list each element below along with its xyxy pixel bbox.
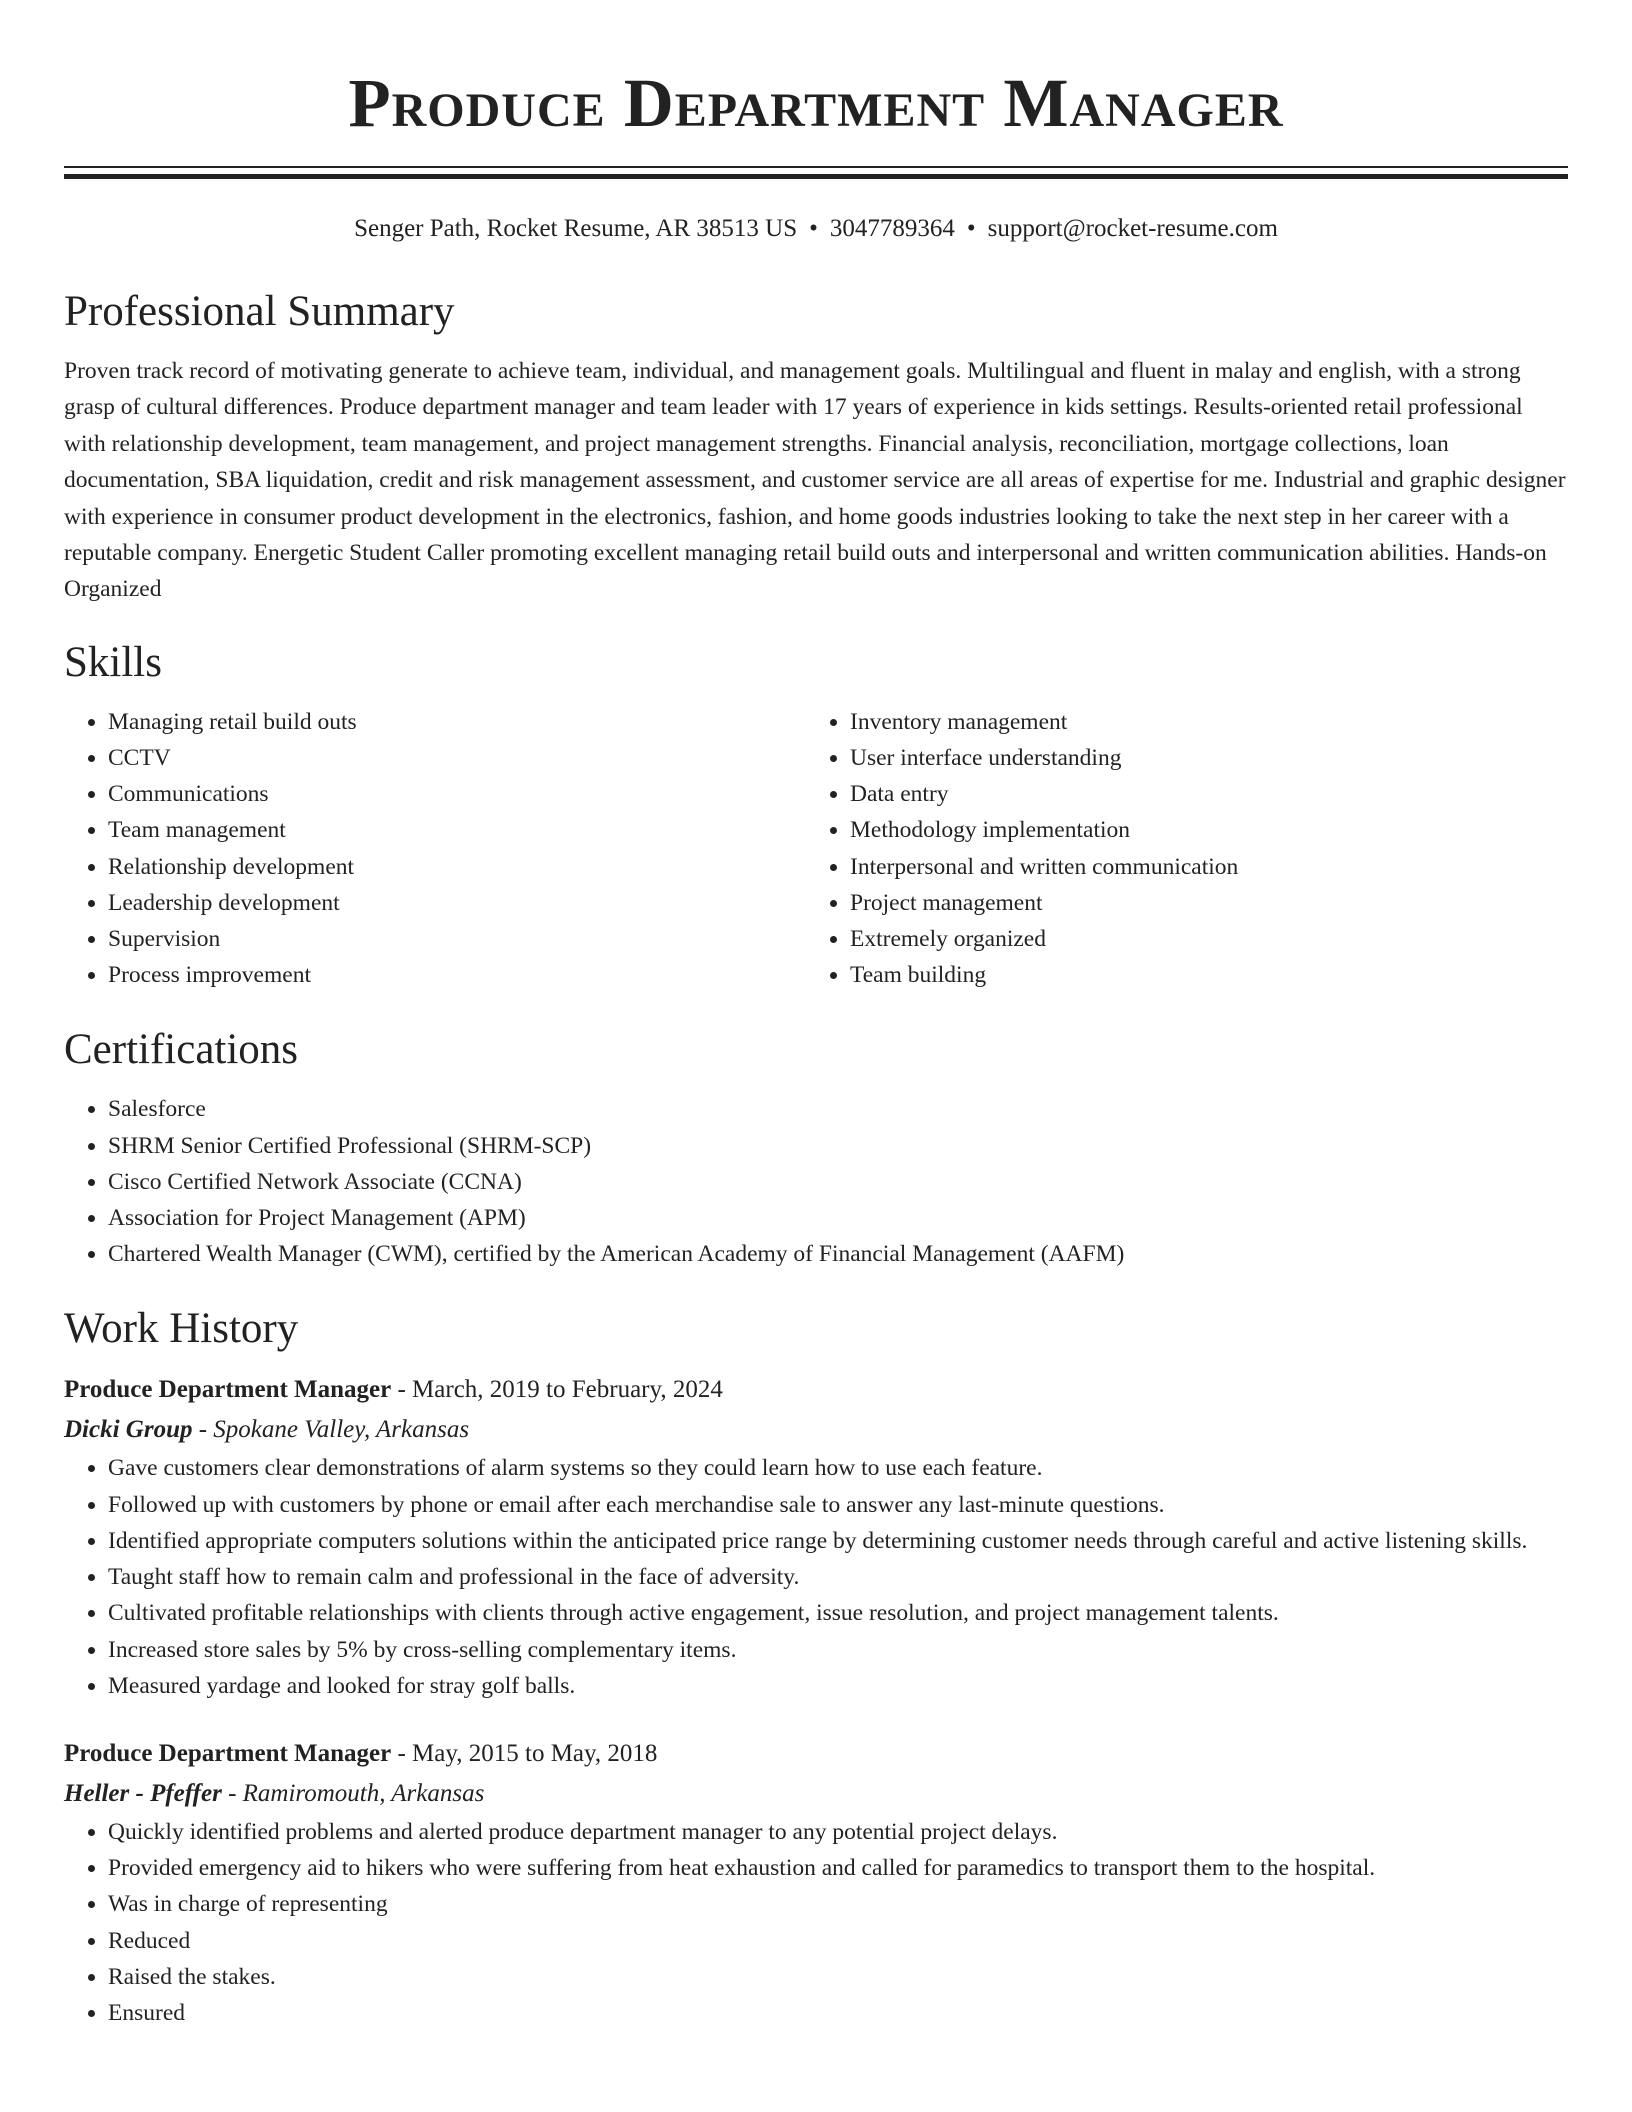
job-dates: - May, 2015 to May, 2018 — [391, 1739, 658, 1767]
skill-item: • CCTV — [108, 740, 806, 776]
skill-item: • Data entry — [850, 776, 1548, 812]
skill-item: • Team building — [850, 957, 1548, 993]
contact-separator: • — [966, 215, 976, 242]
job-bullet: • Taught staff how to remain calm and professional in the face of adversity. — [108, 1559, 1568, 1595]
certification-item: • Salesforce — [108, 1091, 1568, 1127]
certification-item: • Cisco Certified Network Associate (CCNA) — [108, 1164, 1568, 1200]
job-bullets — [64, 1814, 1568, 2031]
skill-item: • Communications — [108, 776, 806, 812]
job-location: - Ramiromouth, Arkansas — [221, 1779, 485, 1807]
resume-title: Produce Department Manager — [348, 65, 1284, 141]
skill-item: • Methodology implementation — [850, 812, 1548, 848]
skill-item: • Team management — [108, 812, 806, 848]
job-bullet: • Measured yardage and looked for stray golf balls. — [108, 1668, 1568, 1704]
job-bullet: • Cultivated profitable relationships with clients through active engagement, issue resolution, and project management talents. — [108, 1595, 1568, 1631]
skills-list-right — [806, 704, 1548, 994]
job-company-line — [64, 1774, 1568, 1814]
skills-column-right — [806, 704, 1548, 994]
job-title-line — [64, 1370, 1568, 1410]
job-bullet: • Provided emergency aid to hikers who were suffering from heat exhaustion and called for paramedics to transport them to the hospital. — [108, 1850, 1568, 1886]
job-title: Produce Department Manager — [64, 1376, 392, 1404]
certification-item: • Chartered Wealth Manager (CWM), certified by the American Academy of Financial Management (AAFM) — [108, 1236, 1568, 1272]
contact-separator: • — [809, 215, 818, 242]
contact-email: support@rocket-resume.com — [987, 215, 1278, 242]
skill-item: • User interface understanding — [850, 740, 1548, 776]
work-history-heading: Work History — [64, 1305, 299, 1353]
skill-item: • Relationship development — [108, 849, 806, 885]
job-company-line — [64, 1410, 1568, 1450]
certifications-list — [64, 1091, 1568, 1272]
job-dates: - March, 2019 to February, 2024 — [391, 1376, 723, 1404]
job-bullet: • Gave customers clear demonstrations of alarm systems so they could learn how to use each feature. — [108, 1450, 1568, 1486]
contact-phone: 3047789364 — [829, 215, 955, 242]
job-location: - Spokane Valley, Arkansas — [192, 1416, 470, 1444]
contact-line — [64, 213, 1568, 245]
job-bullet: • Quickly identified problems and alerted produce department manager to any potential project delays. — [108, 1814, 1568, 1850]
skills-list-left — [64, 704, 806, 994]
title-divider-thick — [64, 174, 1568, 179]
skills-grid — [64, 704, 1568, 994]
skills-heading: Skills — [64, 638, 162, 686]
job-bullet: • Ensured — [108, 1995, 1568, 2031]
job-company: Dicki Group — [64, 1416, 193, 1444]
job-bullets — [64, 1450, 1568, 1703]
skill-item: • Inventory management — [850, 704, 1548, 740]
job-entry — [64, 1734, 1568, 2031]
job-bullet: • Was in charge of representing — [108, 1886, 1568, 1922]
title-divider-thin — [64, 166, 1568, 168]
job-bullet: • Raised the stakes. — [108, 1959, 1568, 1995]
skills-column-left — [64, 704, 806, 994]
skill-item: • Interpersonal and written communication — [850, 849, 1548, 885]
skill-item: • Leadership development — [108, 885, 806, 921]
job-bullet: • Reduced — [108, 1923, 1568, 1959]
job-title-line — [64, 1734, 1568, 1774]
job-company: Heller - Pfeffer — [64, 1779, 222, 1807]
summary-text: Proven track record of motivating generate to achieve team, individual, and management goals. Multilingual and fluent in malay and english, with a strong grasp of cultural differences. Produce department manager and team leader with 17 years of experience in kids settings. Results-oriented retail professional with relationship development, team management, and project management strengths. Financial analysis, reconciliation, mortgage collections, loan documentation, SBA liquidation, credit and risk management assessment, and customer service are all areas of expertise for me. Industrial and graphic designer with experience in consumer product development in the electronics, fashion, and home goods industries looking to take the next step in her career with a reputable company. Energetic Student Caller promoting excellent managing retail build outs and interpersonal and written communication abilities. Hands-on Organized — [64, 358, 1566, 603]
skill-item: • Extremely organized — [850, 921, 1548, 957]
summary-heading: Professional Summary — [64, 288, 455, 335]
job-bullet: • Increased store sales by 5% by cross-selling complementary items. — [108, 1632, 1568, 1668]
job-title: Produce Department Manager — [64, 1739, 392, 1767]
contact-address: Senger Path, Rocket Resume, AR 38513 US — [354, 215, 798, 242]
job-bullet: • Followed up with customers by phone or email after each merchandise sale to answer any last-minute questions. — [108, 1487, 1568, 1523]
certification-item: • SHRM Senior Certified Professional (SHRM-SCP) — [108, 1128, 1568, 1164]
certification-item: • Association for Project Management (APM) — [108, 1200, 1568, 1236]
skill-item: • Managing retail build outs — [108, 704, 806, 740]
skill-item: • Supervision — [108, 921, 806, 957]
job-entry — [64, 1370, 1568, 1703]
job-bullet: • Identified appropriate computers solutions within the anticipated price range by determining customer needs through careful and active listening skills. — [108, 1523, 1568, 1559]
certifications-heading: Certifications — [64, 1026, 299, 1074]
skill-item: • Project management — [850, 885, 1548, 921]
skill-item: • Process improvement — [108, 957, 806, 993]
